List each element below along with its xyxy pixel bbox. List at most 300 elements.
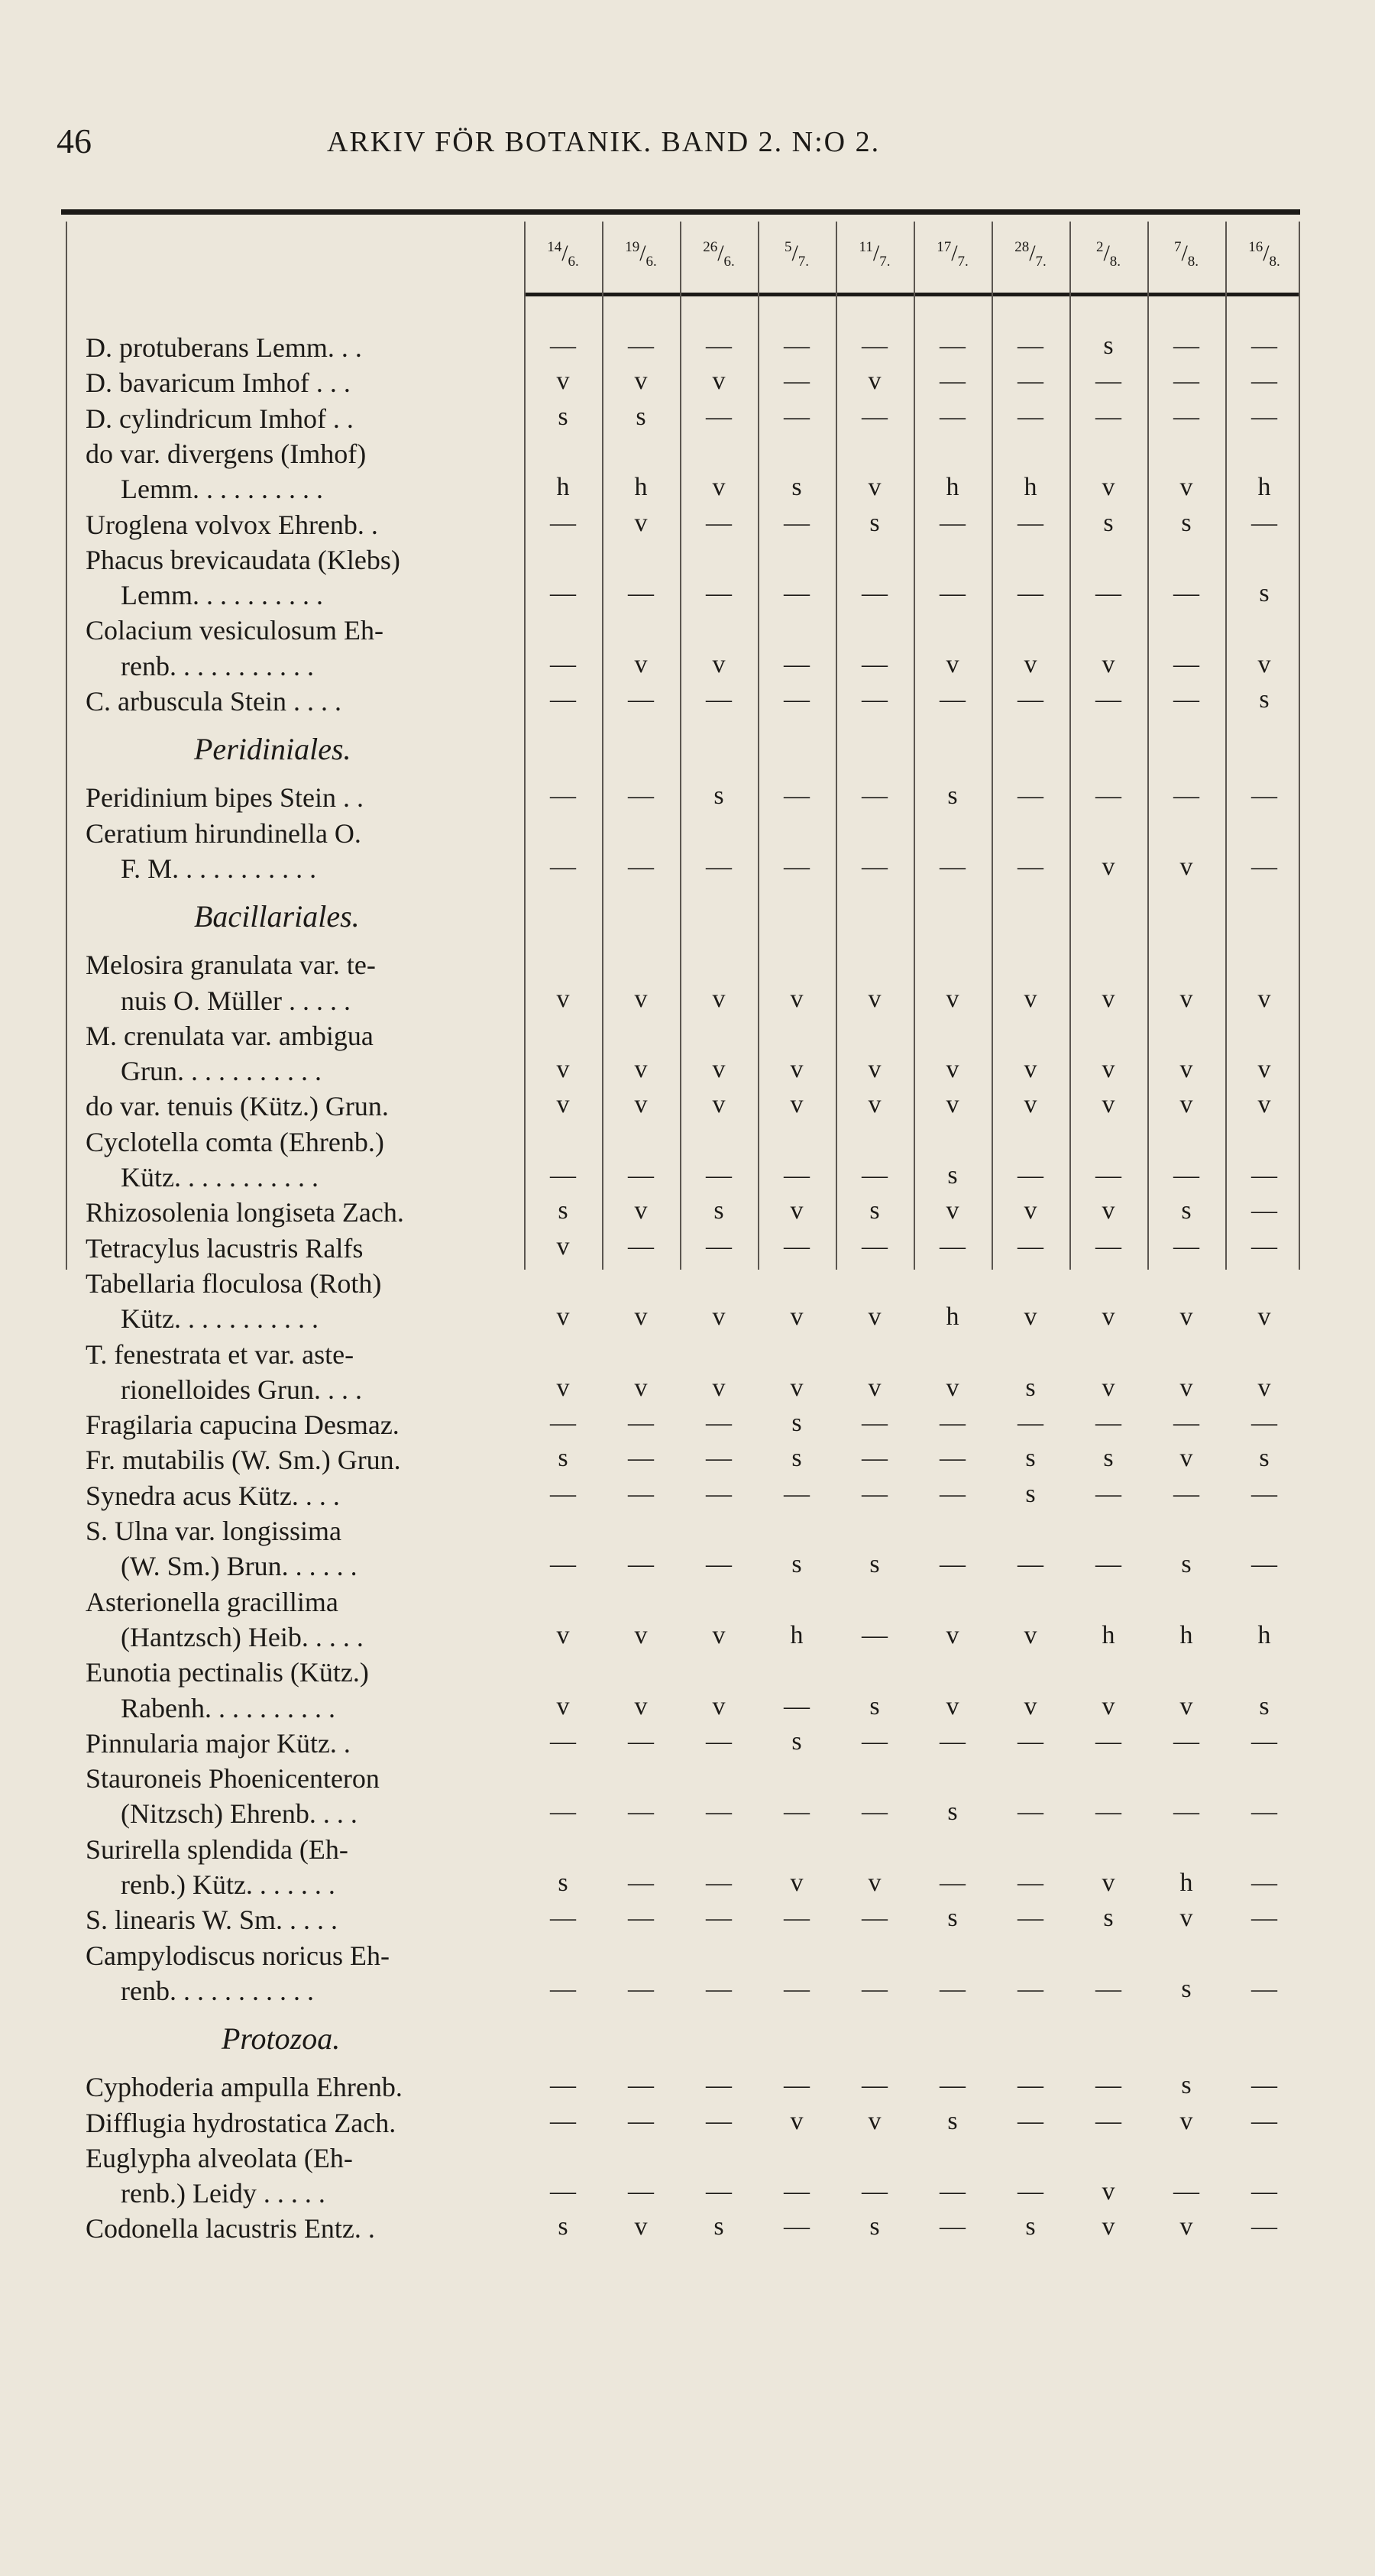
frequency-cell: — — [1017, 1904, 1043, 1933]
frequency-cell: — — [940, 1974, 966, 2003]
frequency-cell: — — [550, 2106, 576, 2135]
frequency-cell: — — [706, 2177, 732, 2206]
frequency-cell: v — [1024, 984, 1037, 1013]
frequency-cell: — — [1017, 1869, 1043, 1897]
frequency-cell: h — [1179, 1620, 1193, 1649]
frequency-cell: s — [1181, 2071, 1192, 2100]
frequency-cell: s — [1025, 1444, 1036, 1473]
frequency-cell: — — [862, 1479, 888, 1508]
frequency-cell: — — [1095, 1798, 1121, 1827]
frequency-cell: — — [706, 685, 732, 714]
frequency-cell: s — [791, 1444, 802, 1473]
frequency-cell: — — [706, 508, 732, 537]
frequency-cell: v — [1102, 852, 1115, 881]
frequency-cell: v — [1102, 1090, 1115, 1119]
taxon-name: Grun. . . . . . . . . . . — [121, 1056, 322, 1087]
frequency-cell: s — [869, 1196, 880, 1225]
taxon-name: Euglypha alveolata (Eh- — [86, 2142, 353, 2173]
taxon-name: Campylodiscus noricus Eh- — [86, 1940, 390, 1971]
frequency-cell: v — [1024, 1090, 1037, 1119]
frequency-cell: — — [940, 2212, 966, 2241]
taxon-name: S. Ulna var. longissima — [86, 1516, 341, 1546]
frequency-cell: — — [550, 1904, 576, 1933]
frequency-cell: v — [634, 508, 648, 537]
frequency-cell: — — [784, 685, 810, 714]
taxon-name: Stauroneis Phoenicenteron — [86, 1763, 380, 1794]
frequency-cell: — — [628, 1869, 654, 1897]
frequency-cell: h — [946, 1303, 959, 1332]
frequency-cell: — — [628, 332, 654, 360]
frequency-cell: — — [784, 1798, 810, 1827]
frequency-cell: s — [713, 782, 724, 811]
frequency-cell: s — [1259, 1691, 1270, 1720]
taxon-name: Codonella lacustris Entz. . — [86, 2213, 375, 2244]
frequency-cell: — — [1095, 782, 1121, 811]
frequency-cell: — — [784, 1479, 810, 1508]
frequency-cell: — — [1017, 2071, 1043, 2100]
frequency-cell: s — [947, 782, 958, 811]
frequency-cell: — — [1173, 1479, 1199, 1508]
frequency-cell: s — [947, 2106, 958, 2135]
frequency-cell: — — [628, 685, 654, 714]
frequency-cell: — — [1251, 852, 1277, 881]
frequency-cell: — — [784, 2212, 810, 2241]
frequency-cell: — — [784, 402, 810, 431]
frequency-cell: — — [862, 1974, 888, 2003]
frequency-cell: v — [1179, 1373, 1193, 1402]
frequency-cell: v — [634, 2212, 648, 2241]
section-heading: Peridiniales. — [194, 732, 351, 767]
frequency-cell: — — [784, 1161, 810, 1189]
frequency-cell: v — [1179, 1090, 1193, 1119]
frequency-cell: v — [1179, 1691, 1193, 1720]
frequency-cell: — — [1173, 1409, 1199, 1438]
frequency-cell: — — [784, 579, 810, 608]
frequency-cell: — — [1017, 1727, 1043, 1756]
taxon-name: Cyphoderia ampulla Ehrenb. — [86, 2072, 403, 2103]
frequency-cell: v — [634, 1691, 648, 1720]
taxon-name: renb. . . . . . . . . . . — [121, 1975, 314, 2006]
frequency-cell: — — [628, 1231, 654, 1260]
frequency-cell: — — [550, 685, 576, 714]
frequency-cell: — — [784, 508, 810, 537]
frequency-cell: v — [1179, 1444, 1193, 1473]
frequency-cell: h — [1024, 473, 1037, 502]
frequency-cell: — — [1095, 1550, 1121, 1579]
frequency-cell: — — [1095, 2071, 1121, 2100]
frequency-cell: — — [1251, 1550, 1277, 1579]
frequency-cell: s — [947, 1904, 958, 1933]
frequency-cell: — — [784, 332, 810, 360]
frequency-cell: — — [1017, 852, 1043, 881]
date-column-header: $^7/_{8.}$ — [1173, 239, 1199, 270]
taxon-name: Cyclotella comta (Ehrenb.) — [86, 1126, 384, 1157]
frequency-cell: s — [1103, 332, 1114, 360]
frequency-cell: — — [1251, 508, 1277, 537]
taxon-name: (W. Sm.) Brun. . . . . . — [121, 1551, 358, 1582]
frequency-cell: — — [550, 852, 576, 881]
frequency-cell: v — [1102, 473, 1115, 502]
frequency-cell: s — [1025, 1479, 1036, 1508]
frequency-cell: v — [556, 984, 570, 1013]
frequency-cell: s — [947, 1798, 958, 1827]
frequency-cell: s — [1181, 1974, 1192, 2003]
frequency-cell: — — [1251, 1798, 1277, 1827]
frequency-cell: — — [1251, 1904, 1277, 1933]
frequency-cell: — — [862, 332, 888, 360]
frequency-cell: s — [1025, 2212, 1036, 2241]
frequency-cell: v — [946, 1373, 959, 1402]
frequency-cell: v — [1179, 1303, 1193, 1332]
taxon-name: Tetracylus lacustris Ralfs — [86, 1232, 364, 1264]
taxon-name: Tabellaria floculosa (Roth) — [86, 1267, 382, 1299]
frequency-cell: — — [706, 1409, 732, 1438]
frequency-cell: — — [862, 1904, 888, 1933]
frequency-cell: — — [862, 1620, 888, 1649]
frequency-cell: v — [712, 1303, 726, 1332]
frequency-cell: v — [1024, 1691, 1037, 1720]
frequency-cell: s — [1181, 1550, 1192, 1579]
frequency-cell: v — [712, 473, 726, 502]
date-column-header: $^{26}/_{6.}$ — [703, 239, 735, 270]
date-column-header: $^{19}/_{6.}$ — [625, 239, 657, 270]
frequency-cell: — — [940, 1869, 966, 1897]
frequency-cell: — — [628, 1550, 654, 1579]
frequency-cell: — — [940, 508, 966, 537]
frequency-cell: v — [634, 649, 648, 678]
frequency-cell: v — [634, 1055, 648, 1084]
frequency-cell: v — [790, 1196, 804, 1225]
frequency-cell: — — [1017, 1161, 1043, 1189]
frequency-cell: s — [947, 1161, 958, 1189]
frequency-cell: — — [940, 1231, 966, 1260]
frequency-cell: — — [862, 782, 888, 811]
taxon-name: Synedra acus Kütz. . . . — [86, 1480, 340, 1511]
frequency-cell: s — [558, 1869, 568, 1897]
frequency-cell: — — [628, 1904, 654, 1933]
frequency-cell: v — [1024, 1055, 1037, 1084]
frequency-cell: — — [940, 402, 966, 431]
date-column-header: $^{16}/_{8.}$ — [1248, 239, 1280, 270]
taxon-name: do var. divergens (Imhof) — [86, 438, 367, 469]
frequency-cell: v — [1102, 2177, 1115, 2206]
frequency-cell: — — [862, 402, 888, 431]
frequency-cell: — — [628, 579, 654, 608]
frequency-cell: v — [634, 1090, 648, 1119]
frequency-cell: — — [550, 1161, 576, 1189]
frequency-cell: v — [946, 1691, 959, 1720]
frequency-cell: v — [790, 1373, 804, 1402]
frequency-cell: s — [869, 508, 880, 537]
frequency-cell: h — [790, 1620, 804, 1649]
frequency-cell: — — [706, 2106, 732, 2135]
frequency-cell: v — [712, 649, 726, 678]
frequency-cell: — — [1173, 579, 1199, 608]
frequency-cell: v — [1257, 1303, 1271, 1332]
frequency-cell: — — [1095, 1161, 1121, 1189]
frequency-cell: — — [1173, 402, 1199, 431]
frequency-cell: s — [636, 402, 646, 431]
frequency-cell: — — [784, 1974, 810, 2003]
frequency-cell: — — [1095, 2106, 1121, 2135]
frequency-cell: — — [628, 1479, 654, 1508]
page-number: 46 — [57, 121, 92, 160]
frequency-cell: — — [1173, 1798, 1199, 1827]
frequency-cell: s — [869, 2212, 880, 2241]
taxon-name: rionelloides Grun. . . . — [121, 1374, 362, 1405]
frequency-cell: — — [550, 1974, 576, 2003]
frequency-cell: — — [784, 2177, 810, 2206]
frequency-cell: v — [1257, 984, 1271, 1013]
taxon-name: Lemm. . . . . . . . . . — [121, 580, 323, 611]
frequency-cell: — — [1095, 1974, 1121, 2003]
frequency-cell: — — [550, 649, 576, 678]
frequency-cell: — — [1173, 332, 1199, 360]
frequency-cell: v — [556, 1055, 570, 1084]
taxon-name: Difflugia hydrostatica Zach. — [86, 2107, 396, 2138]
frequency-cell: — — [862, 685, 888, 714]
frequency-cell: — — [1251, 1231, 1277, 1260]
frequency-cell: — — [1251, 1479, 1277, 1508]
frequency-cell: — — [550, 1798, 576, 1827]
frequency-cell: — — [940, 1409, 966, 1438]
frequency-cell: s — [1181, 1196, 1192, 1225]
frequency-cell: v — [634, 1196, 648, 1225]
frequency-cell: — — [550, 1727, 576, 1756]
section-heading: Protozoa. — [222, 2021, 341, 2057]
frequency-cell: — — [1095, 367, 1121, 396]
frequency-cell: v — [946, 1620, 959, 1649]
date-column-header: $^{14}/_{6.}$ — [547, 239, 579, 270]
frequency-cell: — — [1017, 2106, 1043, 2135]
frequency-cell: v — [790, 984, 804, 1013]
frequency-cell: — — [1173, 685, 1199, 714]
frequency-cell: h — [1257, 473, 1271, 502]
frequency-cell: v — [1179, 1904, 1193, 1933]
frequency-cell: — — [628, 2071, 654, 2100]
frequency-cell: s — [1103, 508, 1114, 537]
frequency-cell: — — [940, 1479, 966, 1508]
taxon-name: C. arbuscula Stein . . . . — [86, 686, 341, 717]
frequency-cell: — — [1017, 1409, 1043, 1438]
frequency-cell: v — [946, 1090, 959, 1119]
frequency-cell: — — [1251, 1161, 1277, 1189]
frequency-cell: — — [1173, 649, 1199, 678]
running-head: ARKIV FÖR BOTANIK. BAND 2. N:O 2. — [327, 126, 881, 158]
date-column-header: $^5/_{7.}$ — [784, 239, 810, 270]
taxon-name: do var. tenuis (Kütz.) Grun. — [86, 1091, 389, 1122]
header-bottom-rule — [524, 293, 1300, 296]
frequency-cell: v — [1179, 2106, 1193, 2135]
frequency-cell: — — [706, 1798, 732, 1827]
frequency-cell: v — [1024, 1196, 1037, 1225]
frequency-cell: — — [1017, 1974, 1043, 2003]
frequency-cell: — — [628, 1974, 654, 2003]
taxon-name: F. M. . . . . . . . . . . — [121, 853, 317, 884]
frequency-cell: — — [784, 649, 810, 678]
frequency-cell: h — [1257, 1620, 1271, 1649]
taxon-name: Kütz. . . . . . . . . . . — [121, 1162, 319, 1193]
frequency-cell: v — [1257, 1090, 1271, 1119]
taxon-name: Uroglena volvox Ehrenb. . — [86, 509, 378, 540]
frequency-cell: — — [1017, 367, 1043, 396]
frequency-cell: v — [946, 649, 959, 678]
frequency-cell: s — [791, 1409, 802, 1438]
frequency-cell: — — [706, 1727, 732, 1756]
frequency-cell: — — [550, 2177, 576, 2206]
taxon-name: Colacium vesiculosum Eh- — [86, 615, 383, 646]
frequency-cell: v — [1102, 1303, 1115, 1332]
frequency-cell: h — [634, 473, 648, 502]
frequency-cell: — — [706, 2071, 732, 2100]
frequency-cell: — — [1173, 367, 1199, 396]
date-column-header: $^{17}/_{7.}$ — [937, 239, 969, 270]
frequency-cell: v — [1102, 1691, 1115, 1720]
frequency-cell: s — [869, 1691, 880, 1720]
frequency-cell: v — [1179, 852, 1193, 881]
frequency-cell: — — [1173, 1231, 1199, 1260]
frequency-cell: v — [868, 1869, 882, 1897]
frequency-cell: — — [1095, 685, 1121, 714]
frequency-cell: v — [1179, 2212, 1193, 2241]
frequency-cell: — — [628, 782, 654, 811]
frequency-cell: — — [1017, 332, 1043, 360]
frequency-cell: — — [940, 2177, 966, 2206]
taxon-name: Rabenh. . . . . . . . . . — [121, 1692, 335, 1723]
frequency-cell: — — [706, 579, 732, 608]
frequency-cell: v — [1257, 649, 1271, 678]
frequency-cell: — — [706, 1161, 732, 1189]
frequency-cell: v — [868, 984, 882, 1013]
stub-rule — [66, 222, 67, 1270]
frequency-cell: s — [1181, 508, 1192, 537]
frequency-cell: v — [634, 984, 648, 1013]
frequency-cell: — — [1173, 1727, 1199, 1756]
taxon-name: Rhizosolenia longiseta Zach. — [86, 1197, 404, 1228]
page-header — [57, 121, 1034, 167]
frequency-cell: s — [1103, 1904, 1114, 1933]
date-column-header: $^{28}/_{7.}$ — [1014, 239, 1047, 270]
frequency-cell: v — [556, 1231, 570, 1260]
frequency-cell: — — [1095, 1727, 1121, 1756]
frequency-cell: v — [868, 1373, 882, 1402]
frequency-cell: — — [706, 1974, 732, 2003]
date-column-header: $^{11}/_{7.}$ — [859, 239, 891, 270]
frequency-cell: v — [1102, 2212, 1115, 2241]
frequency-cell: v — [1257, 1373, 1271, 1402]
frequency-cell: v — [634, 1620, 648, 1649]
frequency-cell: — — [550, 1409, 576, 1438]
frequency-cell: — — [784, 1904, 810, 1933]
frequency-cell: h — [1179, 1869, 1193, 1897]
frequency-cell: — — [706, 852, 732, 881]
frequency-cell: — — [1251, 2106, 1277, 2135]
frequency-cell: v — [712, 1691, 726, 1720]
frequency-cell: — — [1173, 1161, 1199, 1189]
taxon-name: (Nitzsch) Ehrenb. . . . — [121, 1798, 358, 1830]
frequency-cell: — — [862, 649, 888, 678]
frequency-cell: — — [628, 2177, 654, 2206]
frequency-cell: s — [791, 473, 802, 502]
frequency-cell: — — [784, 2071, 810, 2100]
frequency-cell: — — [784, 1231, 810, 1260]
frequency-cell: v — [1179, 984, 1193, 1013]
frequency-cell: v — [556, 367, 570, 396]
frequency-cell: h — [1102, 1620, 1115, 1649]
frequency-cell: — — [706, 1550, 732, 1579]
frequency-cell: — — [1251, 782, 1277, 811]
frequency-cell: — — [550, 579, 576, 608]
frequency-cell: — — [1251, 1196, 1277, 1225]
frequency-cell: — — [862, 1798, 888, 1827]
frequency-cell: s — [1259, 579, 1270, 608]
frequency-cell: — — [940, 1550, 966, 1579]
frequency-cell: — — [706, 1231, 732, 1260]
frequency-cell: v — [712, 1090, 726, 1119]
frequency-cell: v — [1024, 1620, 1037, 1649]
frequency-cell: — — [940, 1727, 966, 1756]
frequency-cell: — — [1251, 332, 1277, 360]
frequency-cell: s — [1025, 1373, 1036, 1402]
frequency-cell: v — [790, 1090, 804, 1119]
frequency-cell: v — [946, 1055, 959, 1084]
frequency-cell: — — [550, 1479, 576, 1508]
frequency-cell: — — [940, 579, 966, 608]
frequency-cell: — — [1095, 1479, 1121, 1508]
frequency-cell: — — [628, 2106, 654, 2135]
frequency-cell: v — [1102, 1869, 1115, 1897]
frequency-cell: s — [558, 1444, 568, 1473]
frequency-cell: — — [862, 1444, 888, 1473]
frequency-cell: — — [706, 332, 732, 360]
frequency-cell: v — [868, 2106, 882, 2135]
taxon-name: D. bavaricum Imhof . . . — [86, 367, 351, 399]
frequency-cell: — — [940, 367, 966, 396]
frequency-cell: s — [1103, 1444, 1114, 1473]
taxon-name: Lemm. . . . . . . . . . — [121, 474, 323, 505]
frequency-cell: v — [790, 1303, 804, 1332]
frequency-cell: v — [790, 2106, 804, 2135]
frequency-cell: v — [712, 984, 726, 1013]
frequency-cell: v — [712, 1373, 726, 1402]
taxon-name: Surirella splendida (Eh- — [86, 1833, 348, 1865]
frequency-cell: — — [862, 852, 888, 881]
taxon-name: Eunotia pectinalis (Kütz.) — [86, 1657, 369, 1688]
frequency-cell: v — [712, 1055, 726, 1084]
frequency-cell: — — [1017, 2177, 1043, 2206]
frequency-cell: — — [1095, 1231, 1121, 1260]
frequency-cell: v — [1102, 1196, 1115, 1225]
frequency-cell: — — [784, 852, 810, 881]
frequency-cell: — — [1173, 782, 1199, 811]
frequency-cell: — — [628, 1444, 654, 1473]
frequency-cell: — — [862, 2071, 888, 2100]
frequency-cell: s — [1259, 1444, 1270, 1473]
taxon-name: Kütz. . . . . . . . . . . — [121, 1303, 319, 1335]
frequency-cell: — — [1251, 1974, 1277, 2003]
taxon-name: Asterionella gracillima — [86, 1586, 338, 1617]
frequency-cell: — — [1251, 2071, 1277, 2100]
frequency-cell: h — [946, 473, 959, 502]
frequency-cell: s — [558, 1196, 568, 1225]
frequency-cell: s — [713, 2212, 724, 2241]
frequency-cell: — — [706, 1904, 732, 1933]
frequency-cell: — — [1251, 1409, 1277, 1438]
taxon-name: M. crenulata var. ambigua — [86, 1020, 374, 1051]
frequency-cell: — — [628, 1798, 654, 1827]
frequency-cell: — — [628, 1409, 654, 1438]
frequency-cell: v — [1102, 984, 1115, 1013]
